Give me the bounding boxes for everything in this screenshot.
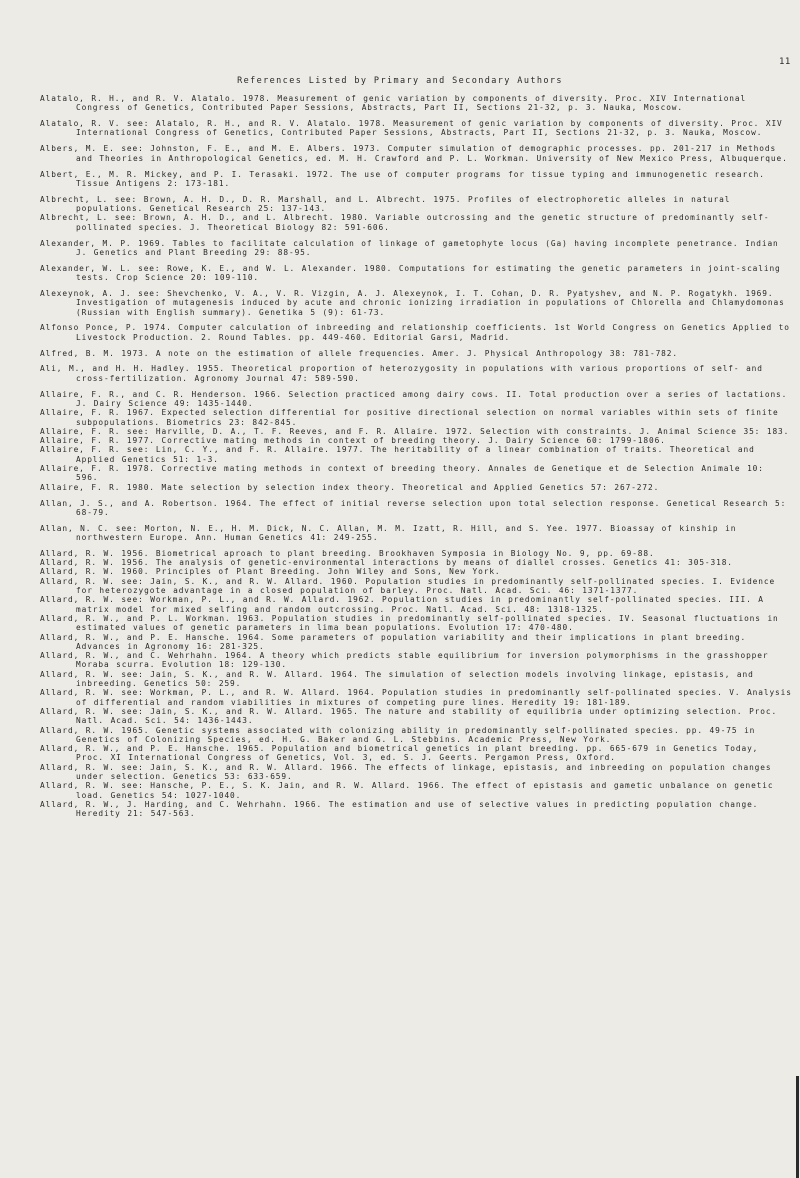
- reference-entry: Allard, R. W., and C. Wehrhahn. 1964. A theory which predicts stable equilibrium for inversion polymorphisms in the grasshopper Moraba scurra. Evolution 18: 129-130.: [40, 651, 769, 670]
- reference-entry: Allard, R. W., J. Harding, and C. Wehrhahn. 1966. The estimation and use of selective values in predicting population change. Heredity 21: 547-563.: [40, 799, 759, 819]
- reference-entry: Allaire, F. R. 1980. Mate selection by selection index theory. Theoretical and Applied Genetics 57: 267-272.: [40, 482, 660, 492]
- reference-entry: Ali, M., and H. H. Hadley. 1955. Theoretical proportion of heterozygosity in populations with various proportions of self- and cross-fertilization. Agronomy Journal 47: 589-590.: [40, 364, 763, 383]
- reference-entry: Allard, R. W., and P. E. Hansche. 1965. Population and biometrical genetics in plant breeding. pp. 665-679 in Genetics Today, Proc. XI International Congress of Genetics, Vol. 3, ed. S. J. Geerts. Pergamon Press, Oxford.: [40, 744, 759, 763]
- reference-entry: Albert, E., M. R. Mickey, and P. I. Terasaki. 1972. The use of computer programs for tissue typing and immunogenetic research. Tissue Antigens 2: 173-181.: [40, 169, 765, 188]
- reference-entry: Allard, R. W. see: Jain, S. K., and R. W. Allard. 1966. The effects of linkage, epistasis, and inbreeding on population changes under selection. Genetics 53: 633-659.: [40, 762, 772, 782]
- reference-entry: Allard, R. W. see: Jain, S. K., and R. W. Allard. 1960. Population studies in predominantly self-pollinated species. I. Evidence for heterozygote advantage in a closed population of barley. Proc. Natl. Acad. Sci. 46: 1371-1377.: [40, 576, 776, 596]
- reference-entry: Allard, R. W. see: Workman, P. L., and R. W. Allard. 1964. Population studies in predominantly self-pollinated species. V. Analysis of differential and random viabilities in mixtures of competing pure lines. Heredity 19: 181-189.: [40, 688, 792, 707]
- reference-entry: Albrecht, L. see: Brown, A. H. D., D. R. Marshall, and L. Albrecht. 1975. Profiles of electrophoretic alleles in natural populations. Genetical Research 25: 137-143.: [40, 194, 731, 214]
- reference-entry: Albrecht, L. see: Brown, A. H. D., and L. Albrecht. 1980. Variable outcrossing and the genetic structure of predominantly self-pollinated species. J. Theoretical Biology 82: 591-606.: [40, 213, 770, 232]
- reference-entry: Allard, R. W. 1965. Genetic systems associated with colonizing ability in predominantly self-pollinated species. pp. 49-75 in Genetics of Colonizing Species, ed. H. G. Baker and G. L. Stebbins. Academic Press, New York.: [40, 725, 756, 744]
- reference-entry: Allard, R. W. 1956. Biometrical aproach to plant breeding. Brookhaven Symposia in Biology No. 9, pp. 69-88.: [40, 548, 655, 558]
- reference-entry: Alatalo, R. V. see: Alatalo, R. H., and R. V. Alatalo. 1978. Measurement of genic variation by components of diversity. Proc. XIV International Congress of Genetics, Contributed Paper Sessions, Abstracts, Part II, Sections 21-32, p. 3. Nauka, Moscow.: [40, 119, 783, 138]
- reference-entry: Allard, R. W., and P. E. Hansche. 1964. Some parameters of population variability and their implications in plant breeding. Advances in Agronomy 16: 281-325.: [40, 632, 747, 651]
- reference-entry: Allaire, F. R., and C. R. Henderson. 1966. Selection practiced among dairy cows. II. Total production over a series of lactations. J. Dairy Science 49: 1435-1440.: [40, 389, 788, 408]
- reference-entry: Allard, R. W. 1960. Principles of Plant Breeding. John Wiley and Sons, New York.: [40, 567, 501, 577]
- reference-entry: Alexander, M. P. 1969. Tables to facilitate calculation of linkage of gametophyte locus (Ga) having incomplete penetrance. Indian J. Genetics and Plant Breeding 29: 88-95.: [40, 238, 779, 257]
- reference-entry: Albers, M. E. see: Johnston, F. E., and M. E. Albers. 1973. Computer simulation of demographic processes. pp. 201-217 in Methods and Theories in Anthropological Genetics, ed. M. H. Crawford and P. L. Workman. University of New Mexico Press, Albuquerque.: [40, 144, 788, 163]
- reference-entry: Alfonso Ponce, P. 1974. Computer calculation of inbreeding and relationship coefficients. 1st World Congress on Genetics Applied to Livestock Production. 2. Round Tables. pp. 449-460. Editorial Garsi, Madrid.: [40, 323, 790, 342]
- reference-entry: Allaire, F. R. 1978. Corrective mating methods in context of breeding theory. Annales de Genetique et de Selection Animale 10: 596.: [40, 464, 764, 483]
- page-title: References Listed by Primary and Secondary Authors: [237, 76, 563, 86]
- scan-edge-mark: [796, 1076, 799, 1178]
- reference-entry: Allard, R. W. see: Jain, S. K., and R. W. Allard. 1965. The nature and stability of equilibria under optimizing selection. Proc. Natl. Acad. Sci. 54: 1436-1443.: [40, 706, 778, 726]
- reference-entry: Alexeynok, A. J. see: Shevchenko, V. A., V. R. Vizgin, A. J. Alexeynok, I. T. Cohan, D. R. Pyatyshev, and N. P. Rogatykh. 1969. Investigation of mutagenesis induced by acute and chronic ionizing irradiation in populations of Chlorella and Chlamydomonas (Russian with English summary). Genetika 5 (9): 61-73.: [40, 288, 785, 317]
- reference-entry: Allan, J. S., and A. Robertson. 1964. The effect of initial reverse selection upon total selection response. Genetical Research 5: 68-79.: [40, 498, 787, 517]
- reference-entry: Allard, R. W. see: Workman, P. L., and R. W. Allard. 1962. Population studies in predominantly self-pollinated species. III. A matrix model for mixed selfing and random outcrossing. Proc. Natl. Acad. Sci. 48: 1318-1325.: [40, 595, 764, 614]
- reference-entry: Allaire, F. R. 1967. Expected selection differential for positive directional selection on normal variables within sets of finite subpopulations. Biometrics 23: 842-845.: [40, 408, 779, 427]
- reference-entry: Alfred, B. M. 1973. A note on the estimation of allele frequencies. Amer. J. Physical Anthropology 38: 781-782.: [40, 348, 678, 358]
- reference-entry: Allard, R. W. see: Hansche, P. E., S. K. Jain, and R. W. Allard. 1966. The effect of epistasis and gametic unbalance on genetic load. Genetics 54: 1027-1040.: [40, 781, 774, 800]
- reference-entry: Allard, R. W. see: Jain, S. K., and R. W. Allard. 1964. The simulation of selection models involving linkage, epistasis, and inbreeding. Genetics 50: 259.: [40, 669, 754, 689]
- reference-entry: Allaire, F. R. see: Lin, C. Y., and F. R. Allaire. 1977. The heritability of a linear combination of traits. Theoretical and Applied Genetics 51: 1-3.: [40, 445, 755, 464]
- reference-entry: Allard, R. W., and P. L. Workman. 1963. Population studies in predominantly self-pollinated species. IV. Seasonal fluctuations in estimated values of genetic parameters in lima bean populations. Evolution 17: 470-480.: [40, 613, 779, 633]
- reference-entry: Allan, N. C. see: Morton, N. E., H. M. Dick, N. C. Allan, M. M. Izatt, R. Hill, and S. Yee. 1977. Bioassay of kinship in northwestern Europe. Ann. Human Genetics 41: 249-255.: [40, 523, 737, 542]
- reference-entry: Alatalo, R. H., and R. V. Alatalo. 1978. Measurement of genic variation by components of diversity. Proc. XIV International Congress of Genetics, Contributed Paper Sessions, Abstracts, Part II, Sections 21-32, p. 3. Nauka, Moscow.: [40, 94, 747, 113]
- reference-entry: Allard, R. W. 1956. The analysis of genetic-environmental interactions by means of diallel crosses. Genetics 41: 305-318.: [40, 558, 733, 568]
- page-number: 11: [779, 57, 791, 67]
- reference-entry: Allaire, F. R. see: Harville, D. A., T. F. Reeves, and F. R. Allaire. 1972. Selection with constraints. J. Animal Science 35: 183.: [40, 426, 790, 436]
- reference-list: [40, 94, 792, 819]
- reference-entry: Alexander, W. L. see: Rowe, K. E., and W. L. Alexander. 1980. Computations for estimating the genetic parameters in joint-scaling tests. Crop Science 20: 109-110.: [40, 263, 781, 283]
- reference-entry: Allaire, F. R. 1977. Corrective mating methods in context of breeding theory. J. Dairy Science 60: 1799-1806.: [40, 436, 666, 446]
